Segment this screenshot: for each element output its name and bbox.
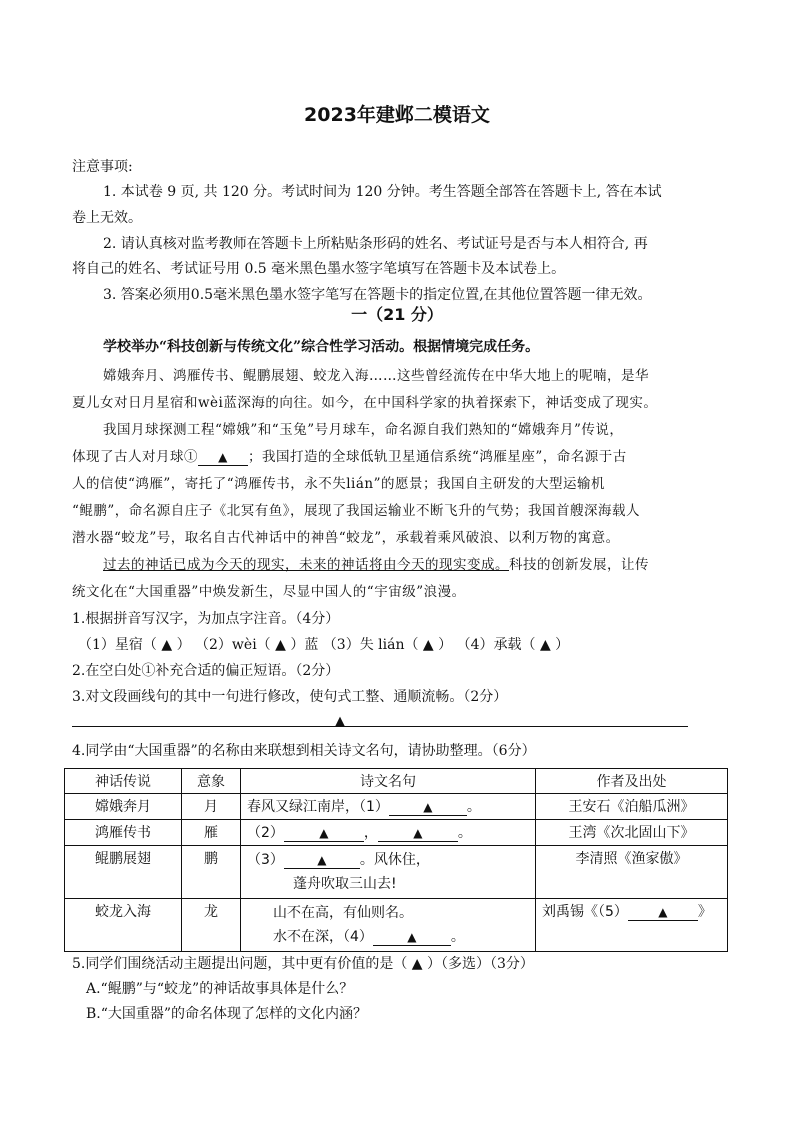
blank-1[interactable] [198,450,248,466]
poem-table [64,768,728,952]
underlined-sentence: 过去的神话已成为今天的现实，未来的神话将由今天的现实变成。 [103,557,509,573]
image-cell: 龙 [182,899,241,952]
verse-line [247,848,529,872]
passage-line: 人的信使“鸿雁”，寄托了“鸿雁传书，永不失lián”的愿景；我国自主研发的大型运输机 [72,476,605,492]
source-cell: 王湾《次北固山下》 [536,820,728,846]
image-cell: 鹏 [182,846,241,899]
table-row [65,899,728,952]
verse-cell: 春风又绿江南岸，（1） ▲ 。 [241,794,536,820]
question-2: 2.在空白处①补充合适的偏正短语。（2分） [72,663,340,679]
column-header: 神话传说 [65,769,182,794]
notice-item-3: 3. 答案必须用0.5毫米黑色墨水签字笔写在答题卡的指定位置,在其他位置答题一律无效。 [103,287,652,303]
verse-text: （2） [247,825,284,841]
notice-item-1a: 1. 本试卷 9 页, 共 120 分。考试时间为 120 分钟。考生答题全部答在答题卡上, 答在本试 [103,184,662,200]
table-row [65,794,728,820]
passage-line: 统文化在“大国重器”中焕发新生，尽显中国人的“宇宙级”浪漫。 [72,584,466,600]
verse-line: 水不在深，（4） ▲ 。 [273,929,465,945]
passage-text: 体现了古人对月球① [72,449,198,465]
blank-table-5[interactable] [628,905,698,921]
blank-table-4[interactable] [373,930,451,946]
table-row [65,846,728,899]
question-1-parts: （1）星宿（ ▲ ） （2）wèi（ ▲ ）蓝 （3）失 lián（ ▲ ） （4）承载（ ▲ ） [78,637,570,653]
answer-marker: ▲ [423,800,433,814]
verse-text: 。风休住， [359,852,430,868]
answer-line[interactable] [72,726,688,727]
blank-table-3[interactable] [284,853,360,869]
column-header: 作者及出处 [536,769,728,794]
passage-line: “鲲鹏”，命名源自庄子《北冥有鱼》，展现了我国运输业不断飞升的气势；我国首艘深海载人 [72,503,641,519]
question-1: 1.根据拼音写汉字，为加点字注音。（4分） [72,611,340,627]
answer-marker: ▲ [317,853,327,867]
passage-line: 潜水器“蛟龙”号，取名自古代神话中的神兽“蛟龙”，承载着乘风破浪、以利万物的寓意。 [72,530,620,546]
source-text: 》 [697,904,712,920]
verse-cell [241,899,536,952]
passage-text: 科技的创新发展，让传 [509,557,649,573]
source-cell: 王安石《泊船瓜洲》 [536,794,728,820]
table-header-row [65,769,728,794]
page-title: 2023年建邺二模语文 [304,104,490,126]
notice-label: 注意事项: [72,159,133,175]
myth-cell: 蛟龙入海 [65,899,182,952]
notice-item-1b: 卷上无效。 [72,210,142,226]
column-header: 意象 [182,769,241,794]
answer-marker: ▲ [218,450,228,464]
verse-cell [241,846,536,899]
activity-intro: 学校举办“科技创新与传统文化”综合性学习活动。根据情境完成任务。 [103,339,540,355]
image-cell: 雁 [182,820,241,846]
option-a[interactable]: A.“鲲鹏”与“蛟龙”的神话故事具体是什么？ [86,981,354,997]
answer-marker: ▲ [407,930,417,944]
verse-line: 山不在高，有仙则名。 [273,905,413,921]
column-header: 诗文名句 [241,769,536,794]
myth-cell: 鲲鹏展翅 [65,846,182,899]
question-4: 4.同学由“大国重器”的名称由来联想到相关诗文名句，请协助整理。（6分） [72,743,536,759]
verse-line: 蓬舟吹取三山去! [293,876,397,892]
answer-marker: ▲ [658,905,668,919]
passage-text: ；我国打造的全球低轨卫星通信系统“鸿雁星座”，命名源于古 [248,449,627,465]
source-cell: 李清照《渔家傲》 [536,846,728,899]
source-cell [536,899,728,952]
verse-text: 水不在深，（4） [273,929,373,945]
notice-item-2b: 将自己的姓名、考试证号用 0.5 毫米黑色墨水签字笔填写在答题卡及本试卷上。 [72,261,566,277]
question-3: 3.对文段画线句的其中一句进行修改，使句式工整、通顺流畅。（2分） [72,689,508,705]
answer-marker: ▲ [335,714,345,729]
blank-table-2b[interactable] [378,826,458,842]
answer-marker: ▲ [413,826,423,840]
notice-item-2a: 2. 请认真核对监考教师在答题卡上所粘贴条形码的姓名、考试证号是否与本人相符合, 再 [103,236,648,252]
section-heading: 一（21 分） [351,305,443,324]
source-text: 刘禹锡《（5） [542,904,628,920]
myth-cell: 鸿雁传书 [65,820,182,846]
option-b[interactable]: B.“大国重器”的命名体现了怎样的文化内涵？ [86,1006,368,1022]
image-cell: 月 [182,794,241,820]
passage-line: 嫦娥奔月、鸿雁传书、鲲鹏展翅、蛟龙入海……这些曾经流传在中华大地上的呢喃，是华 [103,368,649,384]
blank-table-1[interactable] [389,800,467,816]
verse-cell: （2） ▲ ， ▲ 。 [241,820,536,846]
passage-line: 夏儿女对日月星宿和wèi蓝深海的向往。如今，在中国科学家的执着探索下，神话变成了现实。 [72,395,658,411]
myth-cell: 嫦娥奔月 [65,794,182,820]
question-5: 5.同学们围绕活动主题提出问题，其中更有价值的是（ ▲ ）（多选）（3分） [72,956,534,972]
passage-line [103,553,733,573]
passage-line [72,445,732,466]
table-row [65,820,728,846]
verse-text: 春风又绿江南岸，（1） [247,799,389,815]
passage-line: 我国月球探测工程“嫦娥”和“玉兔”号月球车，命名源自我们熟知的“嫦娥奔月”传说， [103,422,624,438]
answer-marker: ▲ [319,826,329,840]
verse-text: （3） [247,852,284,868]
blank-table-2a[interactable] [284,826,364,842]
